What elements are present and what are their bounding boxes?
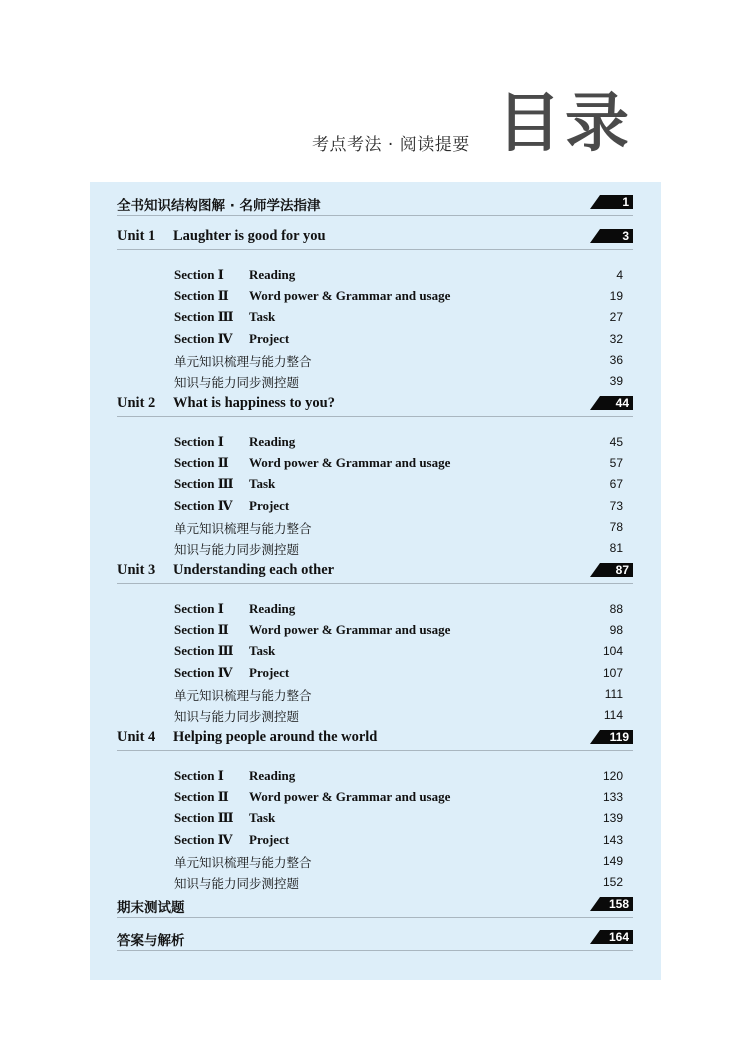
- unit-heading: [117, 228, 326, 245]
- page-number: 114: [603, 708, 623, 722]
- section-title: 单元知识梳理与能力整合: [174, 521, 312, 536]
- section-label: Section Ⅳ: [174, 331, 233, 346]
- toc-section-row[interactable]: [174, 810, 633, 830]
- section-label: Section Ⅱ: [174, 789, 229, 804]
- page-number-badge: [590, 730, 633, 744]
- page-number-badge: [590, 563, 633, 577]
- page-number: 143: [602, 833, 623, 847]
- section-title: 知识与能力同步测控题: [174, 375, 300, 390]
- toc-section-row[interactable]: [174, 665, 633, 685]
- section-title: 单元知识梳理与能力整合: [174, 688, 312, 703]
- section-label: Section Ⅲ: [174, 810, 234, 825]
- entry-title: 期末测试题: [117, 900, 185, 916]
- page-number: 4: [616, 268, 623, 282]
- toc-section-row[interactable]: [174, 455, 633, 475]
- section-label: Section Ⅳ: [174, 832, 233, 847]
- page-number: 32: [609, 332, 623, 346]
- toc-section-row[interactable]: [174, 622, 633, 642]
- section-title: Word power & Grammar and usage: [249, 789, 451, 804]
- toc-unit-3[interactable]: [117, 561, 633, 584]
- section-title: Project: [249, 665, 290, 680]
- section-label: Section Ⅲ: [174, 476, 234, 491]
- toc-section-row[interactable]: [174, 874, 633, 894]
- page-number-badge: [590, 897, 633, 911]
- toc-section-row[interactable]: [174, 601, 633, 621]
- page-number: 120: [602, 769, 623, 783]
- section-label: Section Ⅰ: [174, 267, 224, 282]
- page-number-badge: [590, 930, 633, 944]
- unit-number: Unit 1: [117, 228, 156, 244]
- section-title: Reading: [249, 601, 296, 616]
- section-label: Section Ⅱ: [174, 455, 229, 470]
- page-number: 88: [609, 602, 623, 616]
- section-title: Task: [249, 309, 276, 324]
- section-title: Reading: [249, 768, 296, 783]
- toc-section-row[interactable]: [174, 434, 633, 454]
- section-title: Task: [249, 810, 276, 825]
- section-title: Reading: [249, 434, 296, 449]
- toc-unit-4[interactable]: [117, 728, 633, 751]
- unit-heading: [117, 729, 377, 746]
- toc-section-row[interactable]: [174, 498, 633, 518]
- page-number: 149: [602, 854, 623, 868]
- table-of-contents: [90, 182, 661, 980]
- page-number: 152: [602, 875, 623, 889]
- section-title: Reading: [249, 267, 296, 282]
- page-number-badge: [590, 229, 633, 243]
- toc-section-row[interactable]: [174, 853, 633, 873]
- section-title: Task: [249, 643, 276, 658]
- section-label: Section Ⅳ: [174, 498, 233, 513]
- page-number: 104: [602, 644, 623, 658]
- page-number: 158: [608, 897, 629, 911]
- section-label: Section Ⅱ: [174, 288, 229, 303]
- toc-unit-1[interactable]: [117, 227, 633, 250]
- page-number: 3: [622, 229, 629, 243]
- section-title: Word power & Grammar and usage: [249, 622, 451, 637]
- section-label: Section Ⅲ: [174, 643, 234, 658]
- section-label: Section Ⅰ: [174, 768, 224, 783]
- section-label: Section Ⅱ: [174, 622, 229, 637]
- page-number: 81: [609, 541, 623, 555]
- page-number: 119: [609, 730, 629, 744]
- section-title: 知识与能力同步测控题: [174, 542, 300, 557]
- toc-unit-2[interactable]: [117, 394, 633, 417]
- page-number: 27: [609, 310, 623, 324]
- section-label: Section Ⅰ: [174, 601, 224, 616]
- toc-section-row[interactable]: [174, 832, 633, 852]
- page-number: 45: [609, 435, 623, 449]
- toc-section-row[interactable]: [174, 373, 633, 393]
- section-label: Section Ⅳ: [174, 665, 233, 680]
- page-subtitle: 考点考法 · 阅读提要: [312, 135, 470, 155]
- page-title: 目录: [497, 87, 633, 161]
- page-number: 107: [602, 666, 623, 680]
- unit-number: Unit 2: [117, 395, 156, 411]
- page-number: 1: [622, 195, 629, 209]
- section-title: Word power & Grammar and usage: [249, 455, 451, 470]
- section-title: 知识与能力同步测控题: [174, 876, 300, 891]
- toc-section-row[interactable]: [174, 476, 633, 496]
- entry-title: 全书知识结构图解 · 名师学法指津: [117, 198, 321, 214]
- section-title: Word power & Grammar and usage: [249, 288, 451, 303]
- section-title: 单元知识梳理与能力整合: [174, 354, 312, 369]
- toc-section-row[interactable]: [174, 768, 633, 788]
- page-number: 164: [608, 930, 629, 944]
- toc-section-row[interactable]: [174, 267, 633, 287]
- unit-title: Understanding each other: [173, 562, 335, 578]
- unit-title: Helping people around the world: [173, 729, 378, 745]
- page-number: 73: [609, 499, 623, 513]
- toc-entry-intro[interactable]: [117, 193, 633, 216]
- page-number-badge: [590, 195, 633, 209]
- page-number: 111: [604, 687, 623, 701]
- section-title: 知识与能力同步测控题: [174, 709, 300, 724]
- page-number: 139: [602, 811, 623, 825]
- page-number: 133: [602, 790, 623, 804]
- unit-number: Unit 3: [117, 562, 156, 578]
- unit-heading: [117, 395, 335, 412]
- toc-section-row[interactable]: [174, 288, 633, 308]
- unit-heading: [117, 562, 334, 579]
- page-number: 36: [609, 353, 623, 367]
- unit-number: Unit 4: [117, 729, 156, 745]
- toc-entry-answers[interactable]: [117, 928, 633, 951]
- unit-title: What is happiness to you?: [173, 395, 335, 411]
- toc-section-row[interactable]: [174, 540, 633, 560]
- section-title: 单元知识梳理与能力整合: [174, 855, 312, 870]
- page-number: 87: [615, 563, 629, 577]
- page-number: 44: [615, 396, 629, 410]
- page-number: 39: [609, 374, 623, 388]
- page-number-badge: [590, 396, 633, 410]
- section-title: Project: [249, 331, 290, 346]
- section-label: Section Ⅰ: [174, 434, 224, 449]
- toc-section-row[interactable]: [174, 352, 633, 372]
- page-number: 67: [609, 477, 623, 491]
- page-number: 78: [609, 520, 623, 534]
- entry-title: 答案与解析: [117, 933, 185, 949]
- page-number: 19: [609, 289, 623, 303]
- toc-section-row[interactable]: [174, 707, 633, 727]
- section-title: Project: [249, 832, 290, 847]
- unit-title: Laughter is good for you: [173, 228, 326, 244]
- toc-section-row[interactable]: [174, 686, 633, 706]
- page-number: 57: [609, 456, 623, 470]
- toc-section-row[interactable]: [174, 331, 633, 351]
- page-number: 98: [609, 623, 623, 637]
- toc-section-row[interactable]: [174, 519, 633, 539]
- toc-section-row[interactable]: [174, 643, 633, 663]
- toc-section-row[interactable]: [174, 789, 633, 809]
- toc-entry-final-exam[interactable]: [117, 895, 633, 918]
- section-title: Task: [249, 476, 276, 491]
- section-label: Section Ⅲ: [174, 309, 234, 324]
- toc-section-row[interactable]: [174, 309, 633, 329]
- section-title: Project: [249, 498, 290, 513]
